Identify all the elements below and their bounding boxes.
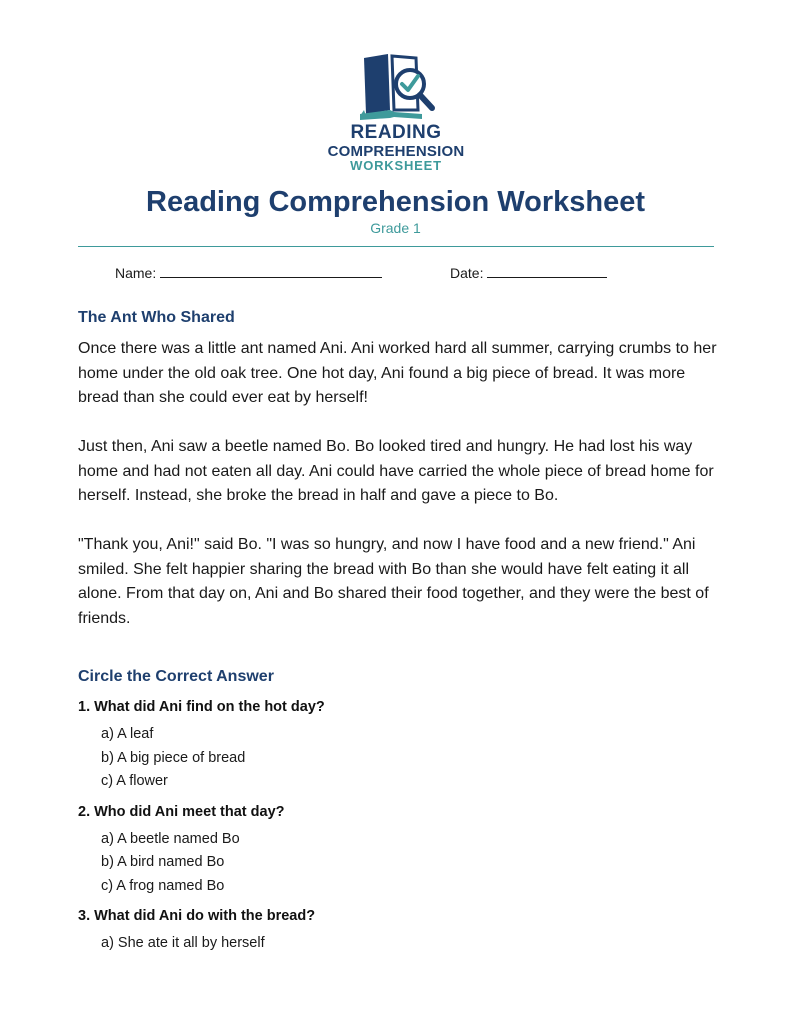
answer-option[interactable]: c) A frog named Bo bbox=[101, 877, 225, 894]
date-field bbox=[450, 264, 607, 282]
answer-option[interactable]: b) A big piece of bread bbox=[101, 749, 246, 766]
grade-subtitle: Grade 1 bbox=[370, 220, 421, 236]
name-label: Name: bbox=[115, 265, 157, 281]
logo-text-reading: READING bbox=[350, 122, 442, 143]
story-text bbox=[78, 337, 728, 656]
answer-option[interactable]: b) A bird named Bo bbox=[101, 854, 225, 870]
answer-option[interactable]: a) A beetle named Bo bbox=[101, 830, 240, 847]
date-blank-line[interactable] bbox=[487, 264, 607, 278]
question-list bbox=[78, 697, 728, 964]
story-title: The Ant Who Shared bbox=[78, 309, 235, 326]
logo-text-worksheet: WORKSHEET bbox=[350, 158, 442, 173]
story-paragraph: "Thank you, Ani!" said Bo. "I was so hungry, and now I have food and a new friend." Ani smiled. She felt happier sharing the bread with Bo than she would have felt eating it all alone. From that day on, Ani and Bo shared their food together, and they were the best of friends. bbox=[78, 536, 709, 627]
story-paragraph: Just then, Ani saw a beetle named Bo. Bo looked tired and hungry. He had lost his way home and had not eaten all day. Ani could have carried the whole piece of bread home for herself. Instead, she broke the bread in half and gave a piece to Bo. bbox=[78, 438, 714, 504]
question-2 bbox=[78, 802, 728, 899]
logo-text-comprehension: COMPREHENSION bbox=[327, 143, 465, 160]
date-label: Date: bbox=[450, 265, 484, 281]
question-text: 2. Who did Ani meet that day? bbox=[78, 803, 285, 820]
questions-section-title: Circle the Correct Answer bbox=[78, 668, 274, 685]
name-field bbox=[115, 264, 382, 282]
question-text: 1. What did Ani find on the hot day? bbox=[78, 699, 325, 715]
header-divider bbox=[78, 246, 714, 247]
answer-option[interactable]: a) A leaf bbox=[101, 726, 154, 742]
open-book-magnifier-check-icon bbox=[356, 52, 440, 122]
name-blank-line[interactable] bbox=[160, 264, 382, 278]
story-paragraph: Once there was a little ant named Ani. Ani worked hard all summer, carrying crumbs to her home under the old oak tree. One hot day, Ani found a big piece of bread. It was more bread than she could ever eat by herself! bbox=[78, 340, 717, 406]
question-3 bbox=[78, 906, 728, 956]
answer-option[interactable]: c) A flower bbox=[101, 773, 168, 789]
question-text: 3. What did Ani do with the bread? bbox=[78, 908, 316, 924]
worksheet-logo bbox=[318, 52, 474, 174]
page-title: Reading Comprehension Worksheet bbox=[146, 186, 645, 218]
answer-option[interactable]: a) She ate it all by herself bbox=[101, 935, 265, 951]
question-1 bbox=[78, 697, 728, 794]
